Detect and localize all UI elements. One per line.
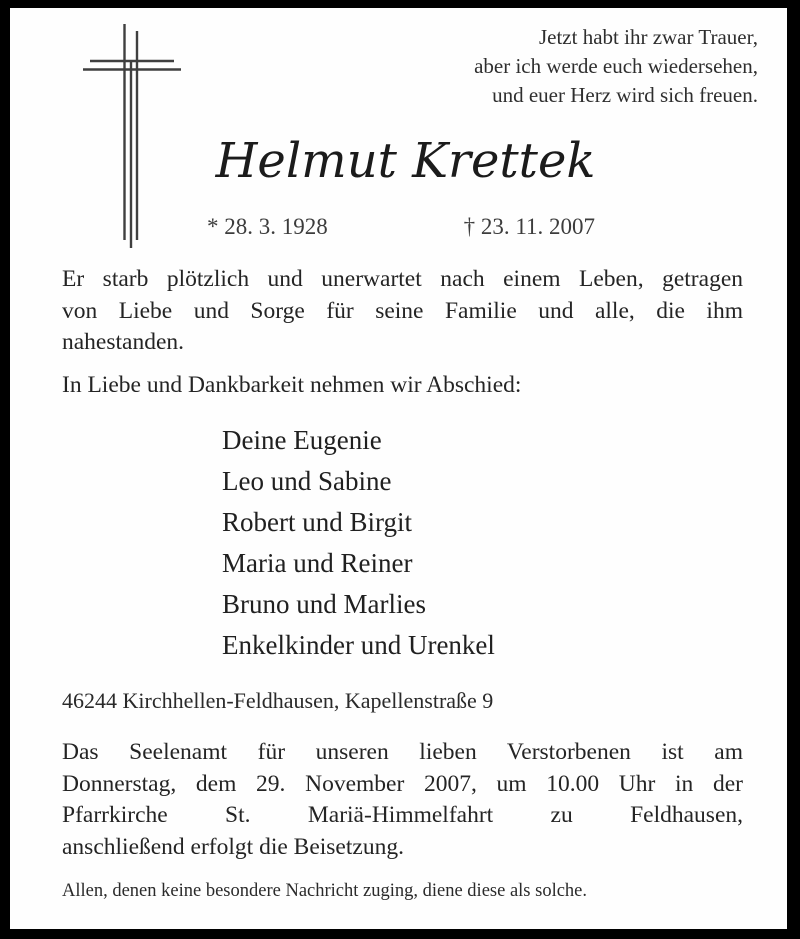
address-line: 46244 Kirchhellen-Feldhausen, Kapellenstraße 9 [62,688,494,713]
obituary-sheet [10,8,787,929]
mourner-line: Maria und Reiner [222,548,413,578]
farewell-line: In Liebe und Dankbarkeit nehmen wir Abschied: [62,372,522,398]
service-line: anschließend erfolgt die Beisetzung. [62,833,404,860]
verse-line: Jetzt habt ihr zwar Trauer, [538,25,758,49]
notification-note: Allen, denen keine besondere Nachricht zuging, diene diese als solche. [62,881,588,901]
birth-date: * 28. 3. 1928 [207,214,328,239]
mourner-line: Leo und Sabine [222,466,392,496]
verse-line: aber ich werde euch wiedersehen, [474,54,758,78]
service-announcement [62,737,743,863]
mourners-list [222,420,495,666]
service-line: Das Seelenamt für unseren lieben Verstorbenen ist am [62,739,743,765]
mourner-line: Bruno und Marlies [222,589,426,619]
life-dates [207,214,595,240]
obituary-text-line: nahestanden. [62,329,185,355]
verse-line: und euer Herz wird sich freuen. [492,83,758,107]
obituary-text-line: Er starb plötzlich und unerwartet nach einem Leben, getragen [62,266,743,292]
deceased-name: Helmut Krettek [215,133,596,189]
service-line: Pfarrkirche St. Mariä-Himmelfahrt zu Feldhausen, [62,802,743,828]
obituary-text [62,264,743,359]
mourner-line: Deine Eugenie [222,425,382,455]
mourner-line: Enkelkinder und Urenkel [222,630,495,660]
death-date: † 23. 11. 2007 [463,214,595,239]
service-line: Donnerstag, dem 29. November 2007, um 10.00 Uhr in der [62,770,743,797]
obituary-text-line: von Liebe und Sorge für seine Familie und alle, die ihm [62,297,743,324]
mourner-line: Robert und Birgit [222,507,413,537]
memorial-verse [474,23,758,110]
